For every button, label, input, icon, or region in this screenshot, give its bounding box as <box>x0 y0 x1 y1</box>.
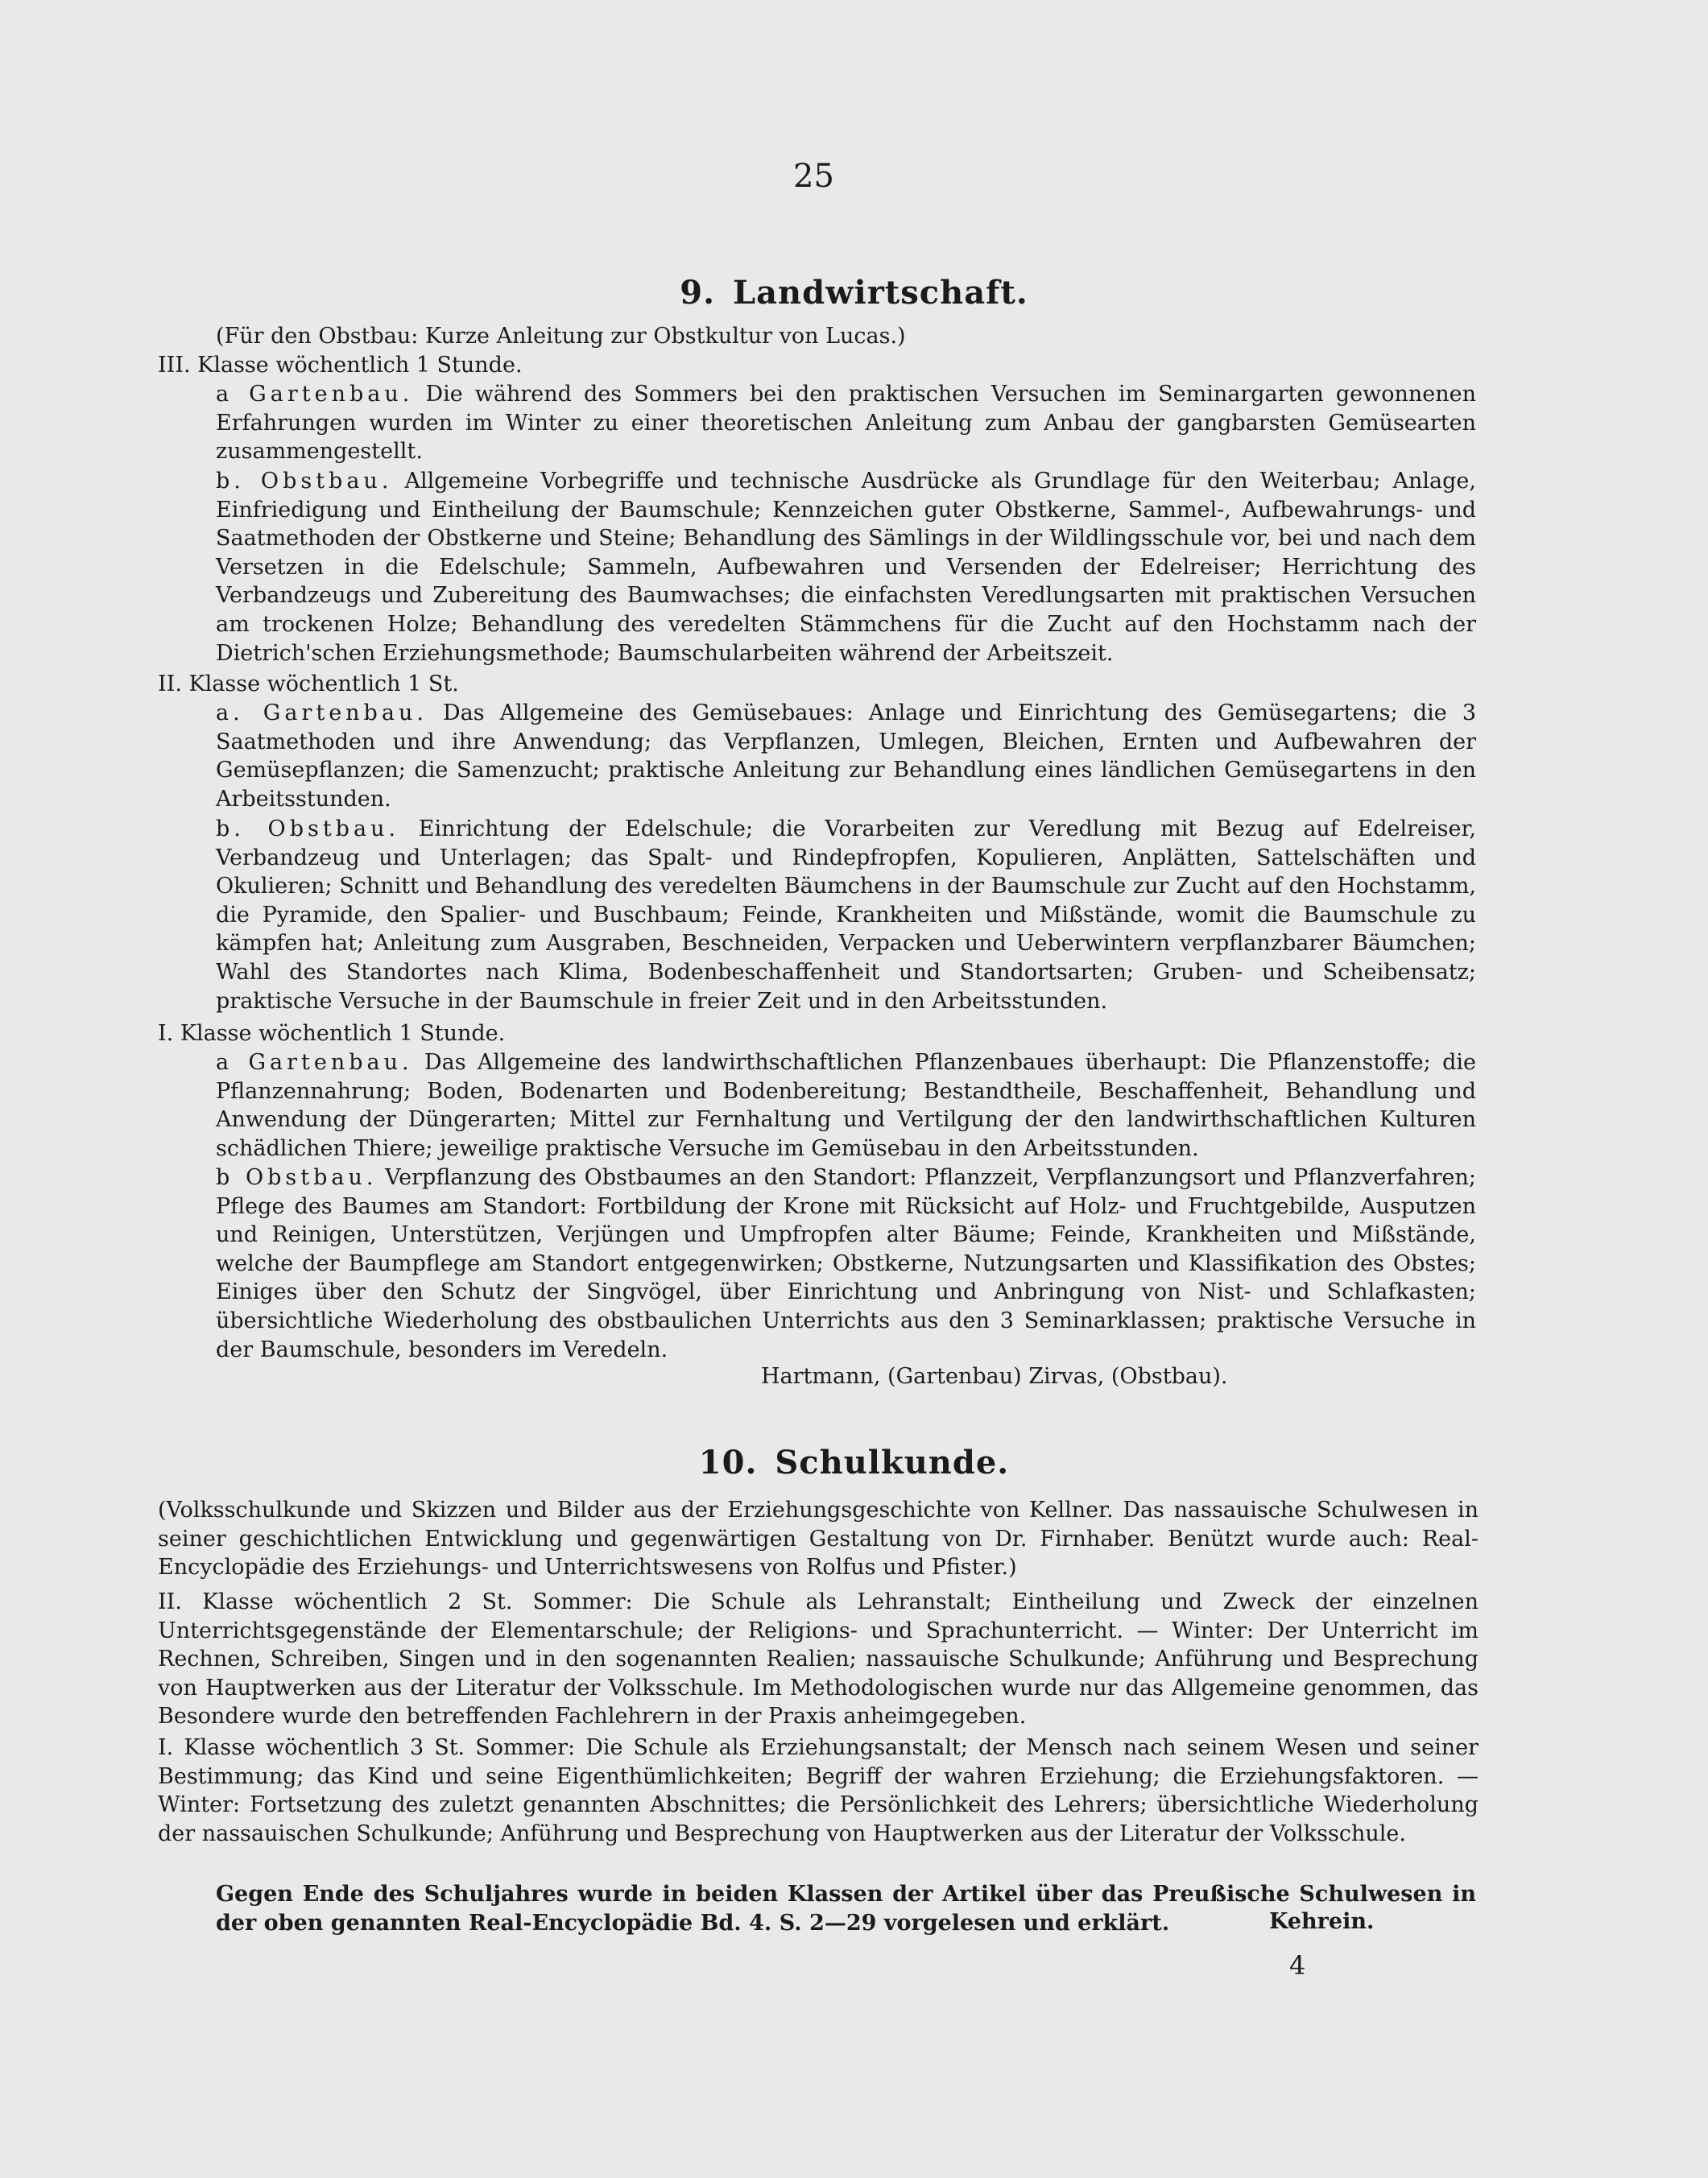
class-heading: II. Klasse wöchentlich 1 St. <box>158 672 459 696</box>
signature: Kehrein. <box>1269 1909 1375 1934</box>
signature: Hartmann, (Gartenbau) Zirvas, (Obstbau). <box>761 1364 1228 1389</box>
class-heading: I. Klasse wöchentlich 1 Stunde. <box>158 1021 506 1046</box>
source-note: (Volksschulkunde und Skizzen und Bilder aus der Erziehungsgeschichte von Kellner. Das nassauische Schulwesen in seiner geschichtlichen Entwicklung und gegenwärtigen Gestaltung von Dr. Firnhaber. Benützt wurde auch: Real-Encyclopädie des Erziehungs- und Unterrichtswesens von Rolfus und Pfister.) <box>158 1498 1478 1581</box>
paragraph <box>216 1163 1476 1364</box>
section-heading-landwirtschaft <box>0 274 1708 312</box>
class-heading: III. Klasse wöchentlich 1 Stunde. <box>158 353 523 378</box>
subject-label: a Gartenbau. <box>216 1050 413 1075</box>
subject-label: b. Obstbau. <box>216 816 400 841</box>
section-number: 10. <box>698 1444 758 1482</box>
subject-label: a. Gartenbau. <box>216 701 428 725</box>
paragraph: II. Klasse wöchentlich 2 St. Sommer: Die Schule als Lehranstalt; Eintheilung und Zweck der einzelnen Unterrichtsgegenstände der Elementarschule; der Religions- und Sprachunterricht. — Winter: Der Unterricht im Rechnen, Schreiben, Singen und in den sogenannten Realien; nassauische Schulkunde; Anführung und Besprechung von Hauptwerken aus der Literatur der Volksschule. Im Methodologischen wurde nur das Allgemeine genommen, das Besondere wurde den betreffenden Fachlehrern in der Praxis anheimgegeben. <box>158 1589 1478 1730</box>
paragraph-text: Das Allgemeine des Gemüsebaues: Anlage und Einrichtung des Gemüsegartens; die 3 Saatmethoden und ihre Anwendung; das Verpflanzen, Umlegen, Bleichen, Ernten und Aufbewahren der Gemüsepflanzen; die Samenzucht; praktische Anleitung zur Behandlung eines ländlichen Gemüsegartens in den Arbeitsstunden. <box>216 701 1476 812</box>
paragraph-text: Allgemeine Vorbegriffe und technische Ausdrücke als Grundlage für den Weiterbau; Anlage, Einfriedigung und Eintheilung der Baumschule; Kennzeichen guter Obstkerne, Sammel-, Aufbewahrungs- und Saatmethoden der Obstkerne und Steine; Behandlung des Sämlings in der Wildlingsschule vor, bei und nach dem Versetzen in die Edelschule; Sammeln, Aufbewahren und Versenden der Edelreiser; Herrichtung des Verbandzeugs und Zubereitung des Baumwachses; die einfachsten Veredlungsarten mit praktischen Versuchen am trockenen Holze; Behandlung des veredelten Stämmchens für die Zucht auf den Hochstamm nach der Dietrich'schen Erziehungsmethode; Baumschularbeiten während der Arbeitszeit. <box>216 469 1476 666</box>
paragraph-text: Die während des Sommers bei den praktischen Versuchen im Seminargarten gewonnenen Erfahrungen wurden im Winter zu einer theoretischen Anleitung zum Anbau der gangbarsten Gemüsearten zusammengestellt. <box>216 382 1476 465</box>
page-number: 25 <box>793 158 834 195</box>
paragraph-text: Verpflanzung des Obstbaumes an den Standort: Pflanzzeit, Verpflanzungsort und Pflanzverfahren; Pflege des Baumes am Standort: Fortbildung der Krone mit Rücksicht auf Holz- und Fruchtgebilde, Ausputzen und Reinigen, Unterstützen, Verjüngen und Umpfropfen alter Bäume; Feinde, Krankheiten und Mißstände, welche der Baumpflege am Standort entgegenwirken; Obstkerne, Nutzungsarten und Klassifikation des Obstes; Einiges über den Schutz der Singvögel, über Einrichtung und Anbringung von Nist- und Schlafkasten; übersichtliche Wiederholung des obstbaulichen Unterrichts aus den 3 Seminarklassen; praktische Versuche in der Baumschule, besonders im Veredeln. <box>216 1165 1476 1362</box>
subject-label: b. Obstbau. <box>216 469 393 494</box>
paragraph <box>216 467 1476 667</box>
paragraph <box>216 699 1476 813</box>
section-number: 9. <box>680 274 715 312</box>
paragraph-text: Das Allgemeine des landwirthschaftlichen Pflanzenbaues überhaupt: Die Pflanzenstoffe; die Pflanzennahrung; Boden, Bodenarten und Bodenbereitung; Bestandtheile, Beschaffenheit, Behandlung und Anwendung der Düngerarten; Mittel zur Fernhaltung und Vertilgung der den landwirthschaftlichen Kulturen schädlichen Thiere; jeweilige praktische Versuche im Gemüsebau in den Arbeitsstunden. <box>216 1050 1476 1161</box>
subject-label: a Gartenbau. <box>216 382 414 407</box>
section-title: Landwirtschaft. <box>733 274 1028 312</box>
source-note: (Für den Obstbau: Kurze Anleitung zur Obstkultur von Lucas.) <box>216 324 906 349</box>
paragraph <box>216 815 1476 1015</box>
closing-paragraph: Gegen Ende des Schuljahres wurde in beiden Klassen der Artikel über das Preußische Schulwesen in der oben genannten Real-Encyclopädie Bd. 4. S. 2—29 vorgelesen und erklärt. <box>216 1882 1476 1936</box>
paragraph-text: Einrichtung der Edelschule; die Vorarbeiten zur Veredlung mit Bezug auf Edelreiser, Verbandzeug und Unterlagen; das Spalt- und Rindepfropfen, Kopulieren, Anplätten, Sattelschäften und Okulieren; Schnitt und Behandlung des veredelten Bäumchens in der Baumschule zur Zucht auf den Hochstamm, die Pyramide, den Spalier- und Buschbaum; Feinde, Krankheiten und Mißstände, womit die Baumschule zu kämpfen hat; Anleitung zum Ausgraben, Beschneiden, Verpacken und Ueberwintern verpflanzbarer Bäumchen; Wahl des Standortes nach Klima, Bodenbeschaffenheit und Standortsarten; Gruben- und Scheibensatz; praktische Versuche in der Baumschule in freier Zeit und in den Arbeitsstunden. <box>216 816 1476 1014</box>
paragraph <box>216 380 1476 466</box>
subject-label: b Obstbau. <box>216 1165 378 1190</box>
paragraph: I. Klasse wöchentlich 3 St. Sommer: Die Schule als Erziehungsanstalt; der Mensch nach seinem Wesen und seiner Bestimmung; das Kind und seine Eigenthümlichkeiten; Begriff der wahren Erziehung; die Erziehungsfaktoren. — Winter: Fortsetzung des zuletzt genannten Abschnittes; die Persönlichkeit des Lehrers; übersichtliche Wiederholung der nassauischen Schulkunde; Anführung und Besprechung von Hauptwerken aus der Literatur der Volksschule. <box>158 1735 1478 1846</box>
paragraph <box>216 1048 1476 1163</box>
sheet-signature: 4 <box>1289 1950 1306 1981</box>
section-title: Schulkunde. <box>775 1444 1010 1482</box>
section-heading-schulkunde <box>0 1444 1708 1482</box>
